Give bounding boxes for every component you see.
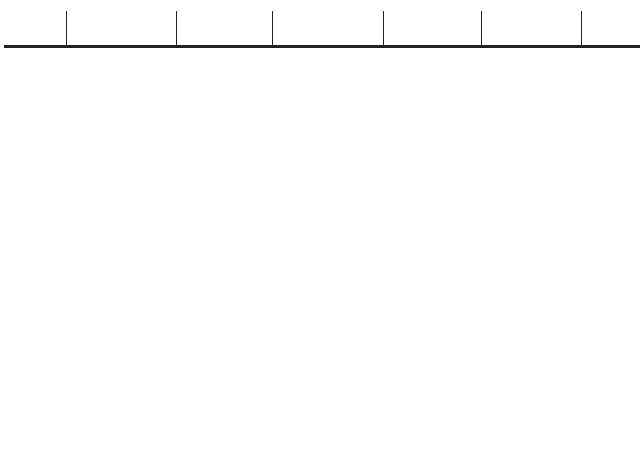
f1-micro-header — [431, 28, 481, 46]
f1-micro-header — [224, 28, 272, 46]
results-table-1 — [4, 11, 640, 48]
metric-value — [431, 48, 481, 49]
metric-value — [581, 48, 613, 49]
sparsity-header — [581, 11, 640, 28]
f1-macro-header — [176, 28, 224, 46]
f1-micro-header — [327, 28, 383, 46]
f1-micro-header — [531, 28, 581, 46]
metric-value — [224, 48, 272, 49]
table-row — [4, 48, 640, 49]
metric-value — [613, 48, 640, 49]
basis-header — [66, 11, 176, 28]
basis-name — [66, 48, 176, 49]
caption-bottom-fragment — [0, 450, 640, 464]
f1-macro-header — [383, 28, 431, 46]
dataset-header — [383, 11, 481, 28]
metric-value — [176, 48, 224, 49]
metric-value — [383, 48, 431, 49]
rebalance-header — [4, 11, 66, 28]
metric-value — [327, 48, 383, 49]
method-header — [4, 28, 66, 46]
metric-value — [481, 48, 531, 49]
f1-macro-header — [481, 28, 531, 46]
dataset-header — [176, 11, 272, 28]
dataset-header — [481, 11, 581, 28]
metric-value — [531, 48, 581, 49]
data-sparsity-header — [581, 28, 613, 46]
metric-value — [272, 48, 327, 49]
rebalance-method — [4, 48, 66, 49]
f1-macro-header — [272, 28, 327, 46]
caption-top-fragment — [0, 0, 640, 7]
model-sparsity-header — [613, 28, 640, 46]
dataset-header — [272, 11, 383, 28]
